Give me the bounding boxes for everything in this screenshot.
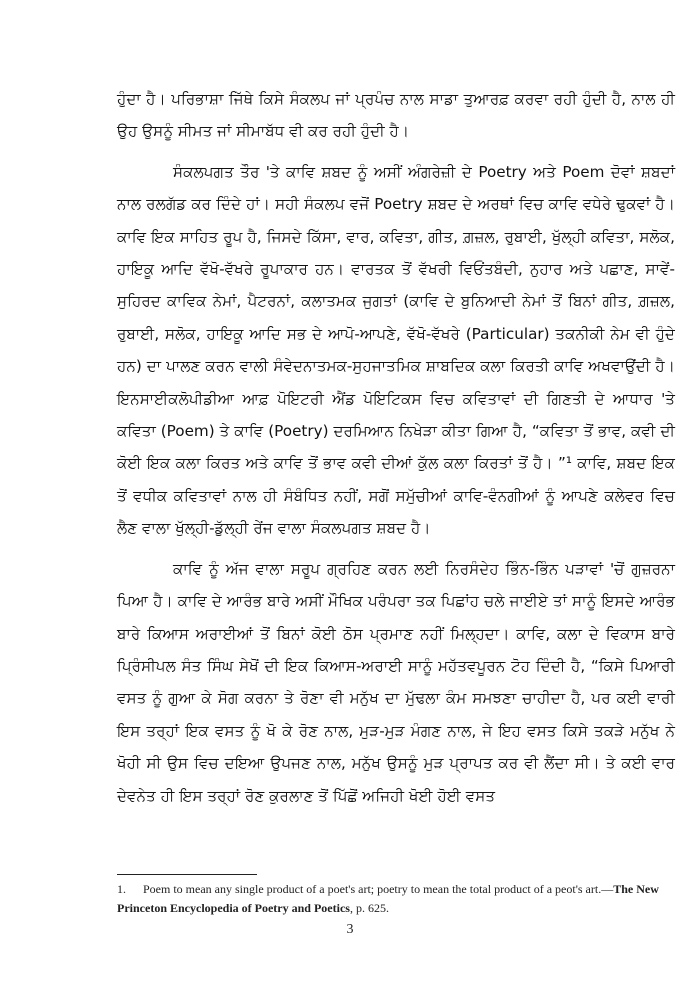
footnote-page-ref: , p. 625. xyxy=(349,901,389,915)
footnote-number: 1. xyxy=(117,882,126,896)
body-text xyxy=(117,83,675,820)
page-number: 3 xyxy=(346,922,354,937)
paragraph-poetry-origin: ਕਾਵਿ ਨੂੰ ਅੱਜ ਵਾਲਾ ਸਰੂਪ ਗ੍ਰਹਿਣ ਕਰਨ ਲਈ ਨਿਰਸੰਦੇਹ ਭਿੰਨ-ਭਿੰਨ ਪੜਾਵਾਂ 'ਚੋਂ ਗੁਜ਼ਰਨਾ ਪਿਆ ਹੈ। ਕਾਵਿ ਦੇ ਆਰੰਭ ਬਾਰੇ ਅਸੀਂ ਮੌਖਿਕ ਪਰੰਪਰਾ ਤਕ ਪਿਛਾਂਹ ਚਲੇ ਜਾਈਏ ਤਾਂ ਸਾਨੂੰ ਇਸਦੇ ਆਰੰਭ ਬਾਰੇ ਕਿਆਸ ਅਰਾਈਆਂ ਤੋਂ ਬਿਨਾਂ ਕੋਈ ਠੋਸ ਪ੍ਰਮਾਣ ਨਹੀਂ ਮਿਲ੍ਹਦਾ। ਕਾਵਿ, ਕਲਾ ਦੇ ਵਿਕਾਸ ਬਾਰੇ ਪ੍ਰਿੰਸੀਪਲ ਸੰਤ ਸਿੰਘ ਸੇਖੋਂ ਦੀ ਇਕ ਕਿਆਸ-ਅਰਾਈ ਸਾਨੂੰ ਮਹੱਤਵਪੂਰਨ ਟੋਹ ਦਿੰਦੀ ਹੈ, “ਕਿਸੇ ਪਿਆਰੀ ਵਸਤ ਨੂੰ ਗੁਆ ਕੇ ਸੋਗ ਕਰਨਾ ਤੇ ਰੋਣਾ ਵੀ ਮਨੁੱਖ ਦਾ ਮੁੱਢਲਾ ਕੰਮ ਸਮਝਣਾ ਚਾਹੀਦਾ ਹੈ, ਪਰ ਕਈ ਵਾਰੀ ਇਸ ਤਰ੍ਹਾਂ ਇਕ ਵਸਤ ਨੂੰ ਖੋ ਕੇ ਰੋਣ ਨਾਲ, ਮੁੜ-ਮੁੜ ਮੰਗਣ ਨਾਲ, ਜੇ ਇਹ ਵਸਤ ਕਿਸੇ ਤਕੜੇ ਮਨੁੱਖ ਨੇ ਖੋਹੀ ਸੀ ਉਸ ਵਿਚ ਦਇਆ ਉਪਜਣ ਨਾਲ, ਮਨੁੱਖ ਉਸਨੂੰ ਮੁੜ ਪ੍ਰਾਪਤ ਕਰ ਵੀ ਲੈਂਦਾ ਸੀ। ਤੇ ਕਈ ਵਾਰ ਦੇਵਨੇਤ ਹੀ ਇਸ ਤਰ੍ਹਾਂ ਰੋਣ ਕੁਰਲਾਣ ਤੋਂ ਪਿੱਛੋਂ ਅਜਿਹੀ ਖੋਈ ਹੋਈ ਵਸਤ xyxy=(117,559,675,805)
footnote xyxy=(117,880,675,918)
footnote-source: The New Princeton Encyclopedia of Poetry and Poetics xyxy=(117,882,659,915)
footnote-divider xyxy=(117,874,257,875)
paragraph-continuation: ਹੁੰਦਾ ਹੈ। ਪਰਿਭਾਸ਼ਾ ਜਿੱਥੇ ਕਿਸੇ ਸੰਕਲਪ ਜਾਂ ਪ੍ਰਪੰਚ ਨਾਲ ਸਾਡਾ ਤੁਆਰਫ਼ ਕਰਵਾ ਰਹੀ ਹੁੰਦੀ ਹੈ, ਨਾਲ ਹੀ ਉਹ ਉਸਨੂੰ ਸੀਮਤ ਜਾਂ ਸੀਮਾਬੱਧ ਵੀ ਕਰ ਰਹੀ ਹੁੰਦੀ ਹੈ। xyxy=(117,90,675,141)
paragraph-poetry-concept: ਸੰਕਲਪਗਤ ਤੌਰ 'ਤੇ ਕਾਵਿ ਸ਼ਬਦ ਨੂੰ ਅਸੀਂ ਅੰਗਰੇਜ਼ੀ ਦੇ Poetry ਅਤੇ Poem ਦੋਵਾਂ ਸ਼ਬਦਾਂ ਨਾਲ ਰਲਗੱਡ ਕਰ ਦਿੰਦੇ ਹਾਂ। ਸਹੀ ਸੰਕਲਪ ਵਜੋਂ Poetry ਸ਼ਬਦ ਦੇ ਅਰਥਾਂ ਵਿਚ ਕਾਵਿ ਵਧੇਰੇ ਢੁਕਵਾਂ ਹੈ। ਕਾਵਿ ਇਕ ਸਾਹਿਤ ਰੂਪ ਹੈ, ਜਿਸਦੇ ਕਿੱਸਾ, ਵਾਰ, ਕਵਿਤਾ, ਗੀਤ, ਗ਼ਜ਼ਲ, ਰੁਬਾਈ, ਖੁੱਲ੍ਹੀ ਕਵਿਤਾ, ਸਲੋਕ, ਹਾਇਕੂ ਆਦਿ ਵੱਖੋ-ਵੱਖਰੇ ਰੂਪਾਕਾਰ ਹਨ। ਵਾਰਤਕ ਤੋਂ ਵੱਖਰੀ ਵਿਓਂਤਬੰਦੀ, ਨੁਹਾਰ ਅਤੇ ਪਛਾਣ, ਸਾਵੇਂ-ਸੁਹਿਰਦ ਕਾਵਿਕ ਨੇਮਾਂ, ਪੈਟਰਨਾਂ, ਕਲਾਤਮਕ ਜੁਗਤਾਂ (ਕਾਵਿ ਦੇ ਬੁਨਿਆਦੀ ਨੇਮਾਂ ਤੋਂ ਬਿਨਾਂ ਗੀਤ, ਗ਼ਜ਼ਲ, ਰੁਬਾਈ, ਸਲੋਕ, ਹਾਇਕੂ ਆਦਿ ਸਭ ਦੇ ਆਪੋ-ਆਪਣੇ, ਵੱਖੋ-ਵੱਖਰੇ (Particular) ਤਕਨੀਕੀ ਨੇਮ ਵੀ ਹੁੰਦੇ ਹਨ) ਦਾ ਪਾਲਣ ਕਰਨ ਵਾਲੀ ਸੰਵੇਦਨਾਤਮਕ-ਸੁਹਜਾਤਮਿਕ ਸ਼ਾਬਦਿਕ ਕਲਾ ਕਿਰਤੀ ਕਾਵਿ ਅਖਵਾਉਂਦੀ ਹੈ। ਇਨਸਾਈਕਲੋਪੀਡੀਆ ਆਫ਼ ਪੋਇਟਰੀ ਐਂਡ ਪੋਇਟਿਕਸ ਵਿਚ ਕਵਿਤਾਵਾਂ ਦੀ ਗਿਣਤੀ ਦੇ ਆਧਾਰ 'ਤੇ ਕਵਿਤਾ (Poem) ਤੇ ਕਾਵਿ (Poetry) ਦਰਮਿਆਨ ਨਿਖੇੜਾ ਕੀਤਾ ਗਿਆ ਹੈ, “ਕਵਿਤਾ ਤੋਂ ਭਾਵ, ਕਵੀ ਦੀ ਕੋਈ ਇਕ ਕਲਾ ਕਿਰਤ ਅਤੇ ਕਾਵਿ ਤੋਂ ਭਾਵ ਕਵੀ ਦੀਆਂ ਕੁੱਲ ਕਲਾ ਕਿਰਤਾਂ ਤੋਂ ਹੈ। ”¹ ਕਾਵਿ, ਸ਼ਬਦ ਇਕ ਤੋਂ ਵਧੀਕ ਕਵਿਤਾਵਾਂ ਨਾਲ ਹੀ ਸੰਬੰਧਿਤ ਨਹੀਂ, ਸਗੋਂ ਸਮੁੱਚੀਆਂ ਕਾਵਿ-ਵੰਨਗੀਆਂ ਨੂੰ ਆਪਣੇ ਕਲੇਵਰ ਵਿਚ ਲੈਣ ਵਾਲਾ ਖੁੱਲ੍ਹੀ-ਡੁੱਲ੍ਹੀ ਰੇਂਜ ਵਾਲਾ ਸੰਕਲਪਗਤ ਸ਼ਬਦ ਹੈ। xyxy=(117,162,675,538)
footnote-text: Poem to mean any single product of a poet's art; poetry to mean the total product of a peot's art.— xyxy=(143,882,614,896)
